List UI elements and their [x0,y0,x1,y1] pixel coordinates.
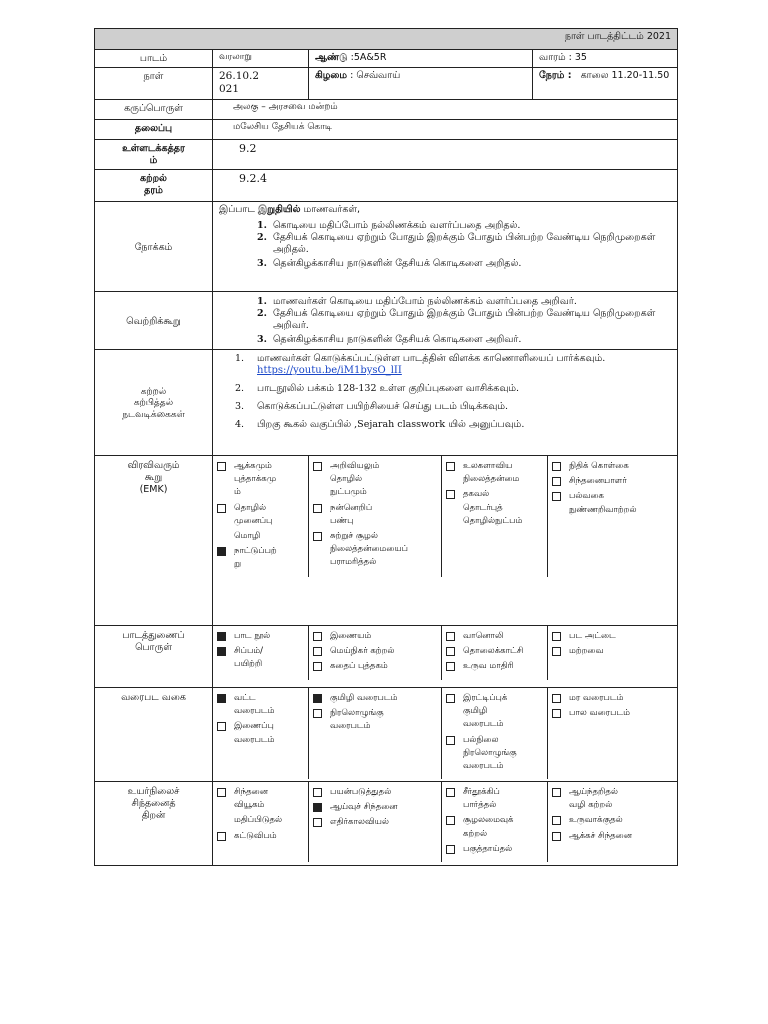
hots-grid [213,782,677,862]
emk-option [446,488,543,528]
graphs-option-label: இரட்டிப்புக் குமிழி வரைபடம் [463,693,508,730]
time-field [533,68,678,100]
resources-option-label: மற்றவை [569,646,604,657]
graphs-option-label: நிரலொழுங்கு வரைபடம் [330,708,384,732]
resources-option [446,660,543,673]
checkbox[interactable] [313,709,322,718]
hots-option [552,830,669,843]
theme-value: அலகு – அரசவை மன்றம் [213,100,678,120]
hots-option [313,801,437,814]
time-label: நேரம் : [539,70,572,81]
hots-option [217,786,304,812]
emk-option-label: பல்வகை நுண்ணறிவாற்றல் [569,491,637,515]
checkbox[interactable] [446,736,455,745]
year-field [309,50,533,68]
emk-column [548,456,673,577]
resources-column [548,626,673,680]
checkbox[interactable] [446,788,455,797]
graphs-column [548,688,673,779]
checkbox[interactable] [446,845,455,854]
checkbox[interactable] [552,709,561,718]
learning-standard-label: கற்றல் தரம் [95,170,213,202]
checkbox[interactable] [446,694,455,703]
checkbox[interactable] [217,832,226,841]
resources-option [446,630,543,643]
checked-checkbox[interactable] [217,547,226,556]
emk-cell [213,456,678,626]
theme-label: கருப்பொருள் [95,100,213,120]
objective-item: 1. கொடியை மதிப்போம் நல்லிணக்கம் வளர்ப்பதை அறிதல். [257,219,521,231]
success-criteria-cell [213,292,678,350]
subject-label: பாடம் [95,50,213,68]
graphs-option-label: பால வரைபடம் [569,708,631,719]
objective-item: 2. தேசியக் கொடியை ஏற்றும் போதும் இறக்கும் போதும் பின்பற்ற வேண்டிய நெறிமுறைகள் அறிதல். [257,231,656,255]
emk-option-label: உலகளாவிய நிலைத்தன்மை [463,461,520,485]
objectives-cell [213,202,678,292]
checkbox[interactable] [446,816,455,825]
date-value: 26.10.2 021 [213,68,309,100]
hots-column [213,782,309,862]
checkbox[interactable] [446,647,455,656]
activity-step: 1. மாணவர்கள் கொடுக்கப்பட்டுள்ள பாடத்தின் விளக்க காணொளியைப் பார்க்கவும். https://youtu.be/iM1bysO_lII [235,353,606,376]
hots-option-label: பயன்படுத்துதல் [330,787,392,797]
emk-option-label: நன்னெறிப் பண்பு [330,502,373,526]
success-criteria-label: வெற்றிக்கூறு [95,292,213,350]
resources-option [313,645,437,658]
hots-option-label: மதிப்பிடுதல் [234,815,283,826]
resources-cell [213,626,678,688]
video-link[interactable]: https://youtu.be/iM1bysO_lII [257,364,402,376]
graphs-option [446,692,543,732]
hots-option-label: உருவாக்குதல் [569,815,623,826]
resources-grid [213,626,677,680]
emk-option [217,502,304,528]
emk-option [446,460,543,486]
hots-option [217,830,304,843]
graphs-option [313,692,437,705]
title-label: தலைப்பு [95,120,213,140]
checkbox[interactable] [552,477,561,486]
checkbox[interactable] [552,788,561,797]
hots-option-label: ஆய்வுச் சிந்தனை [330,802,398,813]
title-value: மலேசிய தேசியக் கொடி [213,120,678,140]
resources-option-label: பட அட்டை [569,631,616,641]
emk-option-label: தகவல் தொடர்புத் தொழில்நுட்பம் [463,489,523,526]
checked-checkbox[interactable] [217,647,226,656]
emk-option-label: அறிவியலும் தொழில் நுட்பமும் [330,461,380,498]
checked-checkbox[interactable] [217,694,226,703]
emk-option [217,545,304,571]
resources-option-label: கதைப் புத்தகம் [330,661,388,672]
emk-grid [213,456,677,577]
hots-option-label: ஆக்கச் சிந்தனை [569,830,632,841]
day-value: : செவ்வாய் [350,70,401,81]
activity-step: 3. கொடுக்கப்பட்டுள்ள பயிற்சியைச் செய்து படம் பிடிக்கவும். [235,401,509,413]
hots-option-label: சிந்தனை வியூகம் [234,787,268,811]
emk-label: விரவிவரும் கூறு (EMK) [95,456,213,626]
hots-option [552,786,669,812]
graphs-column [442,688,548,779]
emk-option [552,490,669,516]
graphs-option-label: இணைப்பு வரைபடம் [234,721,275,745]
activity-step: 2. பாடநூலில் பக்கம் 128-132 உள்ள குறிப்புகளை வாசிக்கவும். [235,383,520,395]
checkbox[interactable] [217,462,226,471]
graphs-option-label: குமிழி வரைபடம் [330,693,398,703]
resources-option-label: வானொலி [463,631,504,641]
checkbox[interactable] [552,462,561,471]
graph-type-grid [213,688,677,779]
emk-option [217,460,304,500]
activity-step: 4. பிறகு கூகல் வகுப்பில் ,Sejarah classwork யில் அனுப்பவும். [235,419,525,431]
hots-column [309,782,442,862]
hots-cell [213,782,678,866]
checkbox[interactable] [446,662,455,671]
graphs-column [213,688,309,779]
checkbox[interactable] [313,532,322,541]
resources-option [313,660,437,673]
graphs-option [446,734,543,774]
checkbox[interactable] [552,632,561,641]
checkbox[interactable] [446,632,455,641]
graphs-option [552,707,669,720]
resources-option-label: தொலைக்காட்சி [463,646,524,657]
hots-option [552,814,669,827]
hots-option-label: சீர்தூக்கிப் பார்த்தல் [463,787,500,811]
emk-option-label: சிந்தனையாளர் [569,476,627,487]
graphs-option-label: பல்நிலை நிரலொழுங்கு வரைபடம் [463,734,517,771]
lesson-plan-page [94,28,677,866]
success-item: 1. மாணவர்கள் கொடியை மதிப்போம் நல்லிணக்கம் வளர்ப்பதை அறிவர். [257,296,577,307]
resources-option [552,630,669,643]
emk-option [313,460,437,500]
emk-option-label: ஆக்கமும் புத்தாக்கமு ம் [234,461,277,498]
activities-label: கற்றல் கற்பித்தல் நடவடிக்கைகள் [95,350,213,456]
lesson-plan-table [94,28,678,866]
resources-label: பாடத்துணைப் பொருள் [95,626,213,688]
resources-column [442,626,548,680]
checkbox[interactable] [313,818,322,827]
resources-option [217,630,304,643]
page-title: நாள் பாடத்திட்டம் 2021 [95,29,678,50]
emk-option [552,475,669,488]
hots-option [313,786,437,799]
graph-type-label: வரைபட வகை [95,688,213,782]
week-field: வாரம் : 35 [533,50,678,68]
year-value: :5A&5R [350,52,387,63]
hots-option [446,843,543,856]
graphs-column [309,688,442,779]
emk-column [442,456,548,577]
emk-option [313,502,437,528]
hots-column [548,782,673,862]
emk-column [213,456,309,577]
resources-option-label: சிப்பம்/ பயிற்றி [234,646,264,670]
checkbox[interactable] [446,462,455,471]
objectives-intro: இப்பாட இறுதியில் மாணவர்கள், [219,204,360,215]
checkbox[interactable] [552,832,561,841]
hots-option [446,786,543,812]
hots-option [313,816,437,829]
learning-standard-value: 9.2.4 [213,170,678,202]
checkbox[interactable] [313,462,322,471]
resources-option [446,645,543,658]
checkbox[interactable] [313,504,322,513]
date-label: நாள் [95,68,213,100]
hots-option-label: கட்டுவிபம் [234,830,277,841]
resources-column [309,626,442,680]
year-label: ஆண்டு [315,52,348,63]
emk-option [217,530,304,543]
graphs-option-label: மர வரைபடம் [569,693,624,703]
resources-option [552,645,669,658]
checked-checkbox[interactable] [313,694,322,703]
hots-column [442,782,548,862]
hots-option-label: ஆய்ந்தறிதல் வழி கற்றல் [569,787,618,811]
emk-column [309,456,442,577]
emk-option [552,460,669,473]
checkbox[interactable] [217,788,226,797]
emk-option-label: சுற்றுச் சூழல் நிலைத்தன்மையைப் பராமரித்தல் [330,530,408,568]
success-item: 2. தேசியக் கொடியை ஏற்றும் போதும் இறக்கும் போதும் பின்பற்ற வேண்டிய நெறிமுறைகள் அறிவர். [257,307,656,331]
checkbox[interactable] [313,788,322,797]
content-standard-label: உள்ளடக்கத்தர ம் [95,140,213,170]
objectives-label: நோக்கம் [95,202,213,292]
day-label: கிழமை [315,70,348,81]
activities-cell [213,350,678,456]
graph-type-cell [213,688,678,782]
checkbox[interactable] [313,632,322,641]
graphs-option [217,692,304,718]
checkbox[interactable] [552,694,561,703]
hots-option-label: எதிர்காலவியல் [330,817,389,828]
graphs-option [217,720,304,746]
day-field [309,68,533,100]
emk-option-label: நாட்டுப்பற் று [234,546,277,570]
resources-option-label: இணையம் [330,631,372,641]
checkbox[interactable] [552,816,561,825]
hots-option-label: பகுத்தாய்தல் [463,843,513,854]
hots-option-label: சூழலமைவுக் கற்றல் [463,815,514,839]
checkbox[interactable] [313,647,322,656]
graphs-option-label: வட்ட வரைபடம் [234,693,275,717]
success-item: 3. தென்கிழக்காசிய நாடுகளின் தேசியக் கொடிகளை அறிவர். [257,333,522,345]
subject-value: வரலாறு [213,50,309,68]
resources-option-label: பாட நூல் [234,631,271,641]
resources-column [213,626,309,680]
checkbox[interactable] [217,504,226,513]
time-value: காலை 11.20-11.50 [580,70,670,81]
emk-option [313,530,437,570]
resources-option-label: மெய்நிகர் கற்றல் [330,646,395,657]
graphs-option [313,707,437,733]
checked-checkbox[interactable] [217,632,226,641]
content-standard-value: 9.2 [213,140,678,170]
resources-option-label: உருவ மாதிரி [463,661,514,672]
hots-label: உயர்நிலைச் சிந்தனைத் திறன் [95,782,213,866]
emk-option-label: நிதிக் கொள்கை [569,461,629,471]
graphs-option [552,692,669,705]
checkbox[interactable] [313,662,322,671]
checkbox[interactable] [552,647,561,656]
hots-option [217,814,304,827]
emk-option-label: மொழி [234,530,261,541]
checkbox[interactable] [217,722,226,731]
checkbox[interactable] [446,490,455,499]
checked-checkbox[interactable] [313,803,322,812]
resources-option [313,630,437,643]
objective-item: 3. தென்கிழக்காசிய நாடுகளின் தேசியக் கொடிகளை அறிதல். [257,257,522,269]
emk-option-label: தொழில் முனைப்பு [234,502,273,526]
resources-option [217,645,304,671]
checkbox[interactable] [552,492,561,501]
hots-option [446,814,543,840]
